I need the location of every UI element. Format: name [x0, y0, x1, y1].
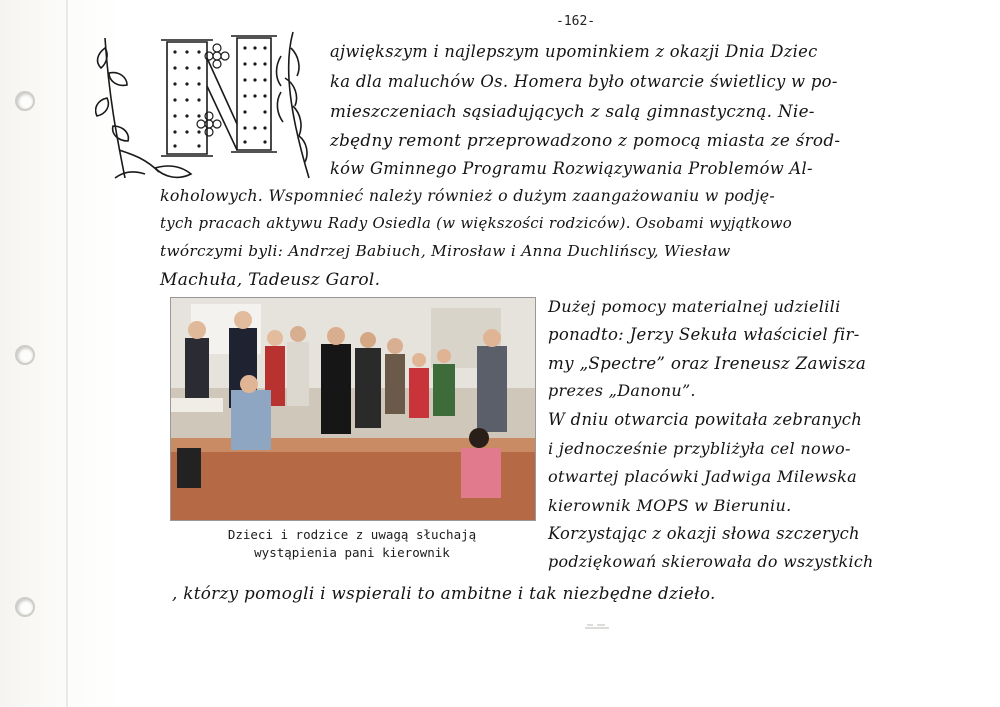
text-line: prezes „Danonu”. [548, 381, 696, 400]
text-line: Korzystając z okazji słowa szczerych [548, 524, 860, 543]
photo-caption-line: Dzieci i rodzice z uwagą słuchają [227, 527, 477, 542]
text-line: koholowych. Wspomnieć należy również o dużym zaangażowaniu w podję- [160, 186, 776, 205]
page-number: -162- [556, 14, 596, 29]
text-line: kierownik MOPS w Bieruniu. [548, 496, 792, 515]
text-line: podziękowań skierowała do wszystkich [548, 552, 874, 571]
text-line: ponadto: Jerzy Sekuła właściciel fir- [548, 325, 860, 344]
punch-hole [15, 345, 35, 365]
text-line: otwartej placówki Jadwiga Milewska [548, 467, 858, 486]
faint-mark-icon [583, 622, 611, 632]
photo-caption-line: wystąpienia pani kierownik [254, 545, 450, 560]
binding-margin [66, 0, 68, 707]
text-line: Machuła, Tadeusz Garol. [160, 270, 381, 290]
text-line: twórczymi byli: Andrzej Babiuch, Mirosław i Anna Duchlińscy, Wiesław [160, 242, 731, 260]
text-line: i jednocześnie przybliżyła cel nowo- [548, 439, 851, 458]
text-line: ka dla maluchów Os. Homera było otwarcie świetlicy w po- [330, 72, 838, 91]
text-line: mieszczeniach sąsiadujących z salą gimnastyczną. Nie- [330, 101, 815, 121]
text-line: ków Gminnego Programu Rozwiązywania Problemów Al- [330, 159, 813, 178]
photo-image-icon [171, 298, 535, 520]
decorated-initial-n-icon [95, 28, 325, 180]
group-photo [170, 297, 536, 521]
text-line: my „Spectre” oraz Ireneusz Zawisza [548, 353, 867, 373]
text-line: zbędny remont przeprowadzono z pomocą miasta ze środ- [330, 130, 841, 150]
text-line: ajwiększym i najlepszym upominkiem z okazji Dnia Dziec [330, 42, 818, 61]
text-line: W dniu otwarcia powitała zebranych [548, 410, 863, 429]
text-line: , którzy pomogli i wspierali to ambitne i tak niezbędne dzieło. [172, 583, 716, 603]
text-line: tych pracach aktywu Rady Osiedla (w większości rodziców). Osobami wyjątkowo [160, 214, 793, 232]
text-line: Dużej pomocy materialnej udzielili [548, 297, 841, 316]
punch-hole [15, 91, 35, 111]
punch-hole [15, 597, 35, 617]
